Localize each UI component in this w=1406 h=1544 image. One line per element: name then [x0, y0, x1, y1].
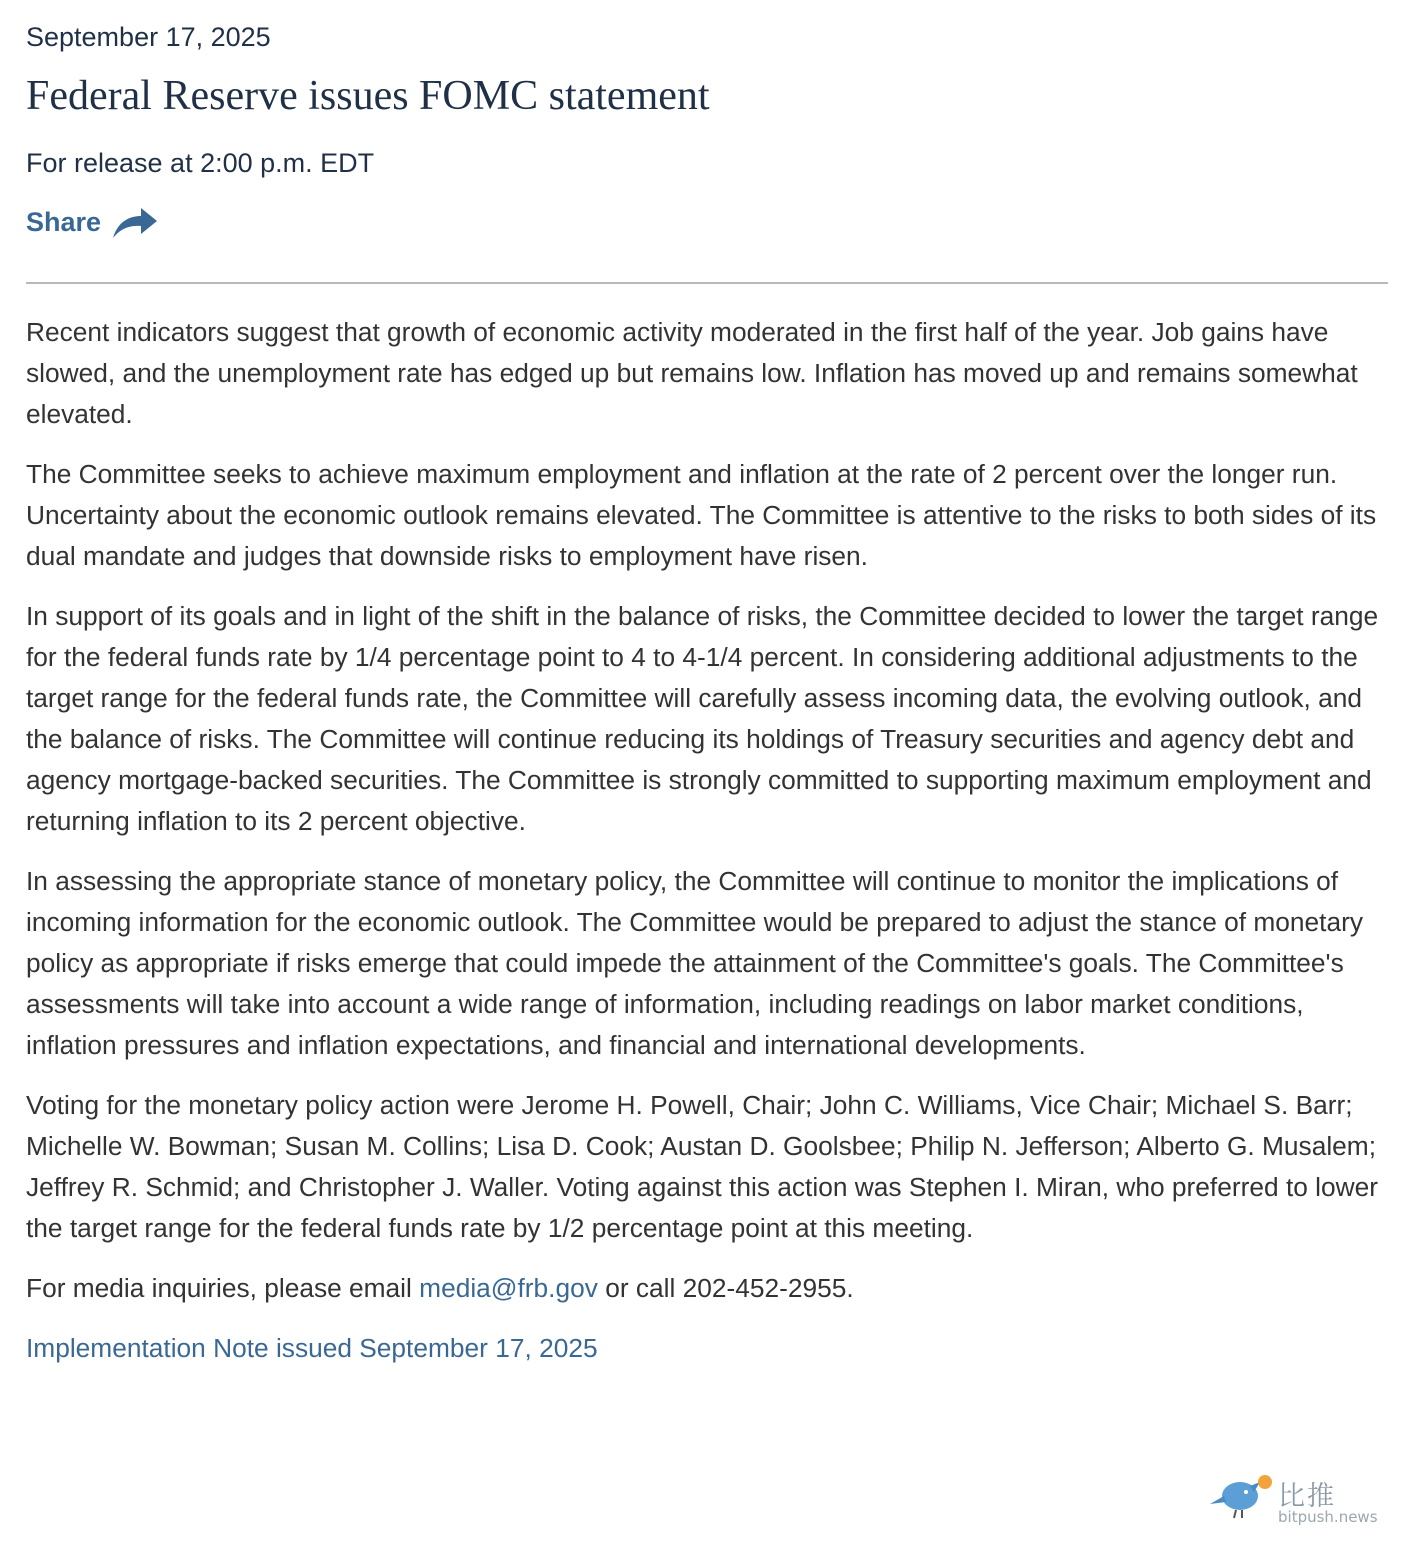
media-suffix: or call 202-452-2955. [597, 1273, 854, 1303]
media-inquiries [26, 1268, 1388, 1309]
paragraph-3: In support of its goals and in light of the shift in the balance of risks, the Committee decided to lower the target range for the federal funds rate by 1/4 percentage point to 4 to 4-1/4 percent. In considering additional adjustments to the target range for the federal funds rate, the Committee will carefully assess incoming data, the evolving outlook, and the balance of risks. The Committee will continue reducing its holdings of Treasury securities and agency debt and agency mortgage-backed securities. The Committee is strongly committed to supporting maximum employment and returning inflation to its 2 percent objective. [26, 601, 1379, 836]
paragraph-2: The Committee seeks to achieve maximum employment and inflation at the rate of 2 percent over the longer run. Uncertainty about the economic outlook remains elevated. The Committee is attentive to the risks to both sides of its dual mandate and judges that downside risks to employment have risen. [26, 459, 1377, 571]
release-time: For release at 2:00 p.m. EDT [26, 148, 375, 178]
release-date: September 17, 2025 [26, 22, 271, 52]
watermark-brand: 比推 [1278, 1481, 1336, 1512]
share-arrow-icon [111, 204, 159, 240]
share-button[interactable] [26, 204, 159, 240]
statement-body [26, 312, 1388, 1369]
bird-logo-icon [1206, 1472, 1276, 1524]
implementation-note-link[interactable]: Implementation Note issued September 17, 2025 [26, 1333, 598, 1363]
divider [26, 282, 1388, 284]
page-title: Federal Reserve issues FOMC statement [26, 73, 710, 119]
media-email-link[interactable]: media@frb.gov [419, 1273, 598, 1303]
paragraph-5: Voting for the monetary policy action were Jerome H. Powell, Chair; John C. Williams, Vice Chair; Michael S. Barr; Michelle W. Bowman; Susan M. Collins; Lisa D. Cook; Austan D. Goolsbee; Philip N. Jefferson; Alberto G. Musalem; Jeffrey R. Schmid; and Christopher J. Waller. Voting against this action was Stephen I. Miran, who preferred to lower the target range for the federal funds rate by 1/2 percentage point at this meeting. [26, 1090, 1379, 1243]
paragraph-4: In assessing the appropriate stance of monetary policy, the Committee will continue to monitor the implications of incoming information for the economic outlook. The Committee would be prepared to adjust the stance of monetary policy as appropriate if risks emerge that could impede the attainment of the Committee's goals. The Committee's assessments will take into account a wide range of information, including readings on labor market conditions, inflation pressures and inflation expectations, and financial and international developments. [26, 866, 1363, 1060]
watermark [1206, 1472, 1396, 1532]
paragraph-1: Recent indicators suggest that growth of economic activity moderated in the first half of the year. Job gains have slowed, and the unemployment rate has edged up but remains low. Inflation has moved up and remains somewhat elevated. [26, 317, 1358, 429]
share-label: Share [26, 206, 102, 237]
watermark-url: bitpush.news [1278, 1508, 1378, 1526]
media-prefix: For media inquiries, please email [26, 1273, 420, 1303]
